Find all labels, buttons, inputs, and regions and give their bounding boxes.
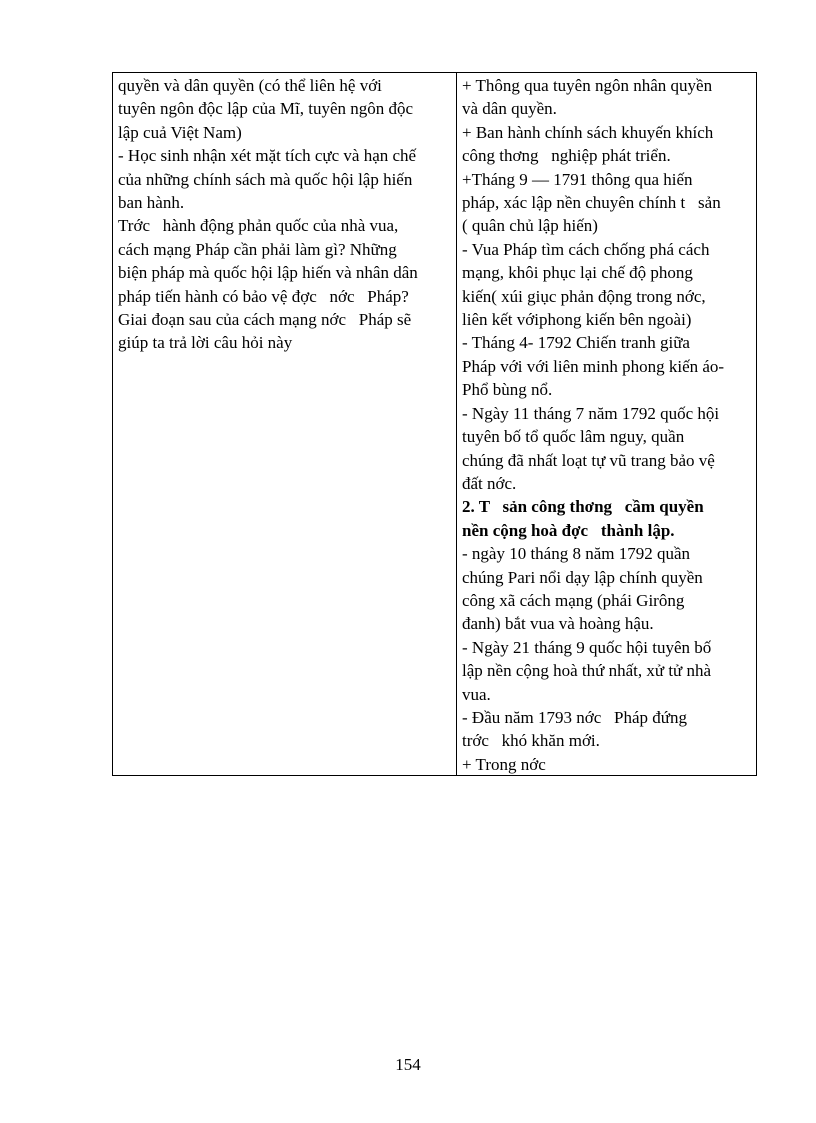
text-line: chúng Pari nổi dạy lập chính quyền	[462, 567, 703, 587]
text-line: pháp, xác lập nền chuyên chính t sản	[462, 193, 721, 213]
text-line: Giai đoạn sau của cách mạng nớc Pháp sẽ	[118, 310, 412, 330]
text-line: Trớc hành động phản quốc của nhà vua,	[118, 216, 399, 236]
text-line: công thơng nghiệp phát triển.	[462, 146, 671, 166]
text-line: cách mạng Pháp cần phải làm gì? Những	[118, 239, 397, 259]
text-line: Phổ bùng nổ.	[462, 380, 553, 400]
text-line: + Trong nớc	[462, 754, 546, 774]
text-line: tuyên bố tổ quốc lâm nguy, quần	[462, 427, 685, 447]
text-line: chúng đã nhất loạt tự vũ trang bảo vệ	[462, 450, 715, 470]
text-line: biện pháp mà quốc hội lập hiến và nhân dân	[118, 263, 418, 283]
text-line: giúp ta trả lời câu hỏi này	[118, 333, 293, 353]
text-line: vua.	[462, 684, 491, 704]
text-line: liên kết vớiphong kiến bên ngoài)	[462, 310, 692, 330]
text-line: của những chính sách mà quốc hội lập hiến	[118, 169, 413, 189]
text-line: + Ban hành chính sách khuyến khích	[462, 122, 714, 142]
text-line: + Thông qua tuyên ngôn nhân quyền	[462, 76, 713, 95]
page-number: 154	[395, 1055, 421, 1074]
text-line: lập cuả Việt Nam)	[118, 122, 242, 142]
text-line: đất nớc.	[462, 473, 517, 493]
section-heading-line: nền cộng hoà đợc thành lập.	[462, 520, 675, 540]
text-line: - Ngày 11 tháng 7 năm 1792 quốc hội	[462, 403, 720, 423]
text-line: - Ngày 21 tháng 9 quốc hội tuyên bố	[462, 637, 712, 657]
text-line: +Tháng 9 — 1791 thông qua hiến	[462, 169, 693, 189]
left-column-cell	[113, 73, 457, 775]
section-heading-line: 2. T sản công thơng cầm quyền	[462, 497, 704, 517]
text-line: - Vua Pháp tìm cách chống phá cách	[462, 239, 710, 259]
content-table	[112, 72, 757, 776]
text-line: đanh) bắt vua và hoàng hậu.	[462, 614, 654, 634]
text-line: - Đầu năm 1793 nớc Pháp đứng	[462, 707, 688, 727]
right-column-cell	[457, 73, 756, 775]
text-line: ( quân chủ lập hiến)	[462, 216, 598, 236]
text-line: - Tháng 4- 1792 Chiến tranh giữa	[462, 333, 690, 353]
text-line: kiến( xúi giục phản động trong nớc,	[462, 286, 706, 306]
text-line: ban hành.	[118, 193, 185, 213]
text-line: - ngày 10 tháng 8 năm 1792 quần	[462, 544, 691, 564]
text-line: và dân quyền.	[462, 99, 557, 119]
text-line: tuyên ngôn độc lập của Mĩ, tuyên ngôn độc	[118, 99, 414, 119]
text-line: pháp tiến hành có bảo vệ đợc nớc Pháp?	[118, 286, 409, 306]
text-line: quyền và dân quyền (có thể liên hệ với	[118, 76, 382, 95]
text-line: mạng, khôi phục lại chế độ phong	[462, 263, 693, 283]
text-line: lập nền cộng hoà thứ nhất, xử tử nhà	[462, 661, 712, 681]
text-line: Pháp với với liên minh phong kiến áo-	[462, 356, 725, 376]
text-line: trớc khó khăn mới.	[462, 731, 600, 751]
text-line: công xã cách mạng (phái Girông	[462, 590, 685, 610]
text-line: - Học sinh nhận xét mặt tích cực và hạn chế	[118, 146, 417, 166]
